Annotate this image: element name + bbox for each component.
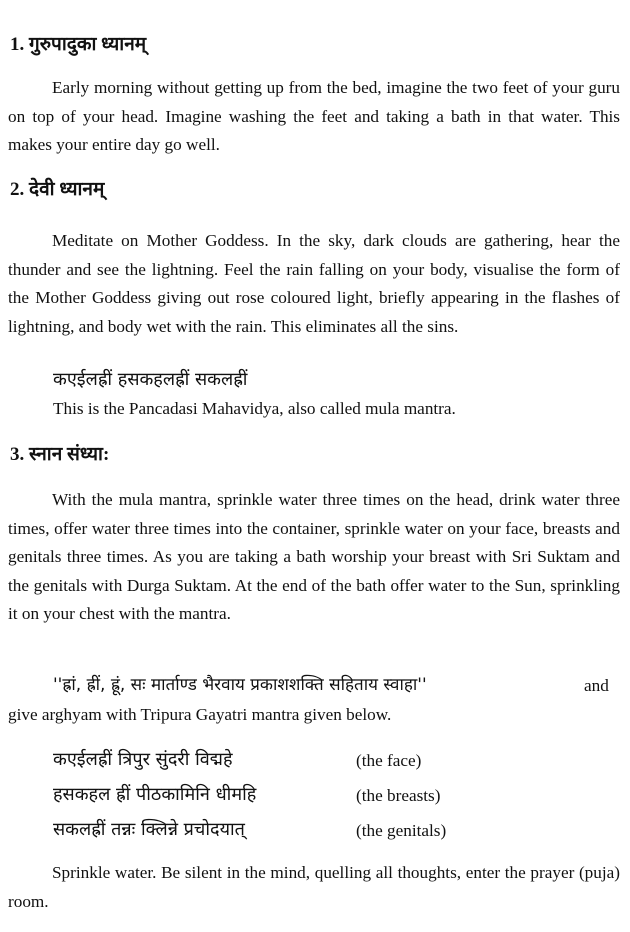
section-2-heading: 2. देवी ध्यानम्	[10, 179, 105, 200]
mula-mantra-note: This is the Pancadasi Mahavidya, also called mula mantra.	[53, 399, 456, 418]
pancadasi-mantra: कएईलह्रीं हसकहलह्रीं सकलह्रीं	[53, 369, 248, 390]
gayatri-mantra: हसकहल ह्रीं पीठकामिनि धीमहि	[53, 784, 257, 805]
arghyam-instruction: give arghyam with Tripura Gayatri mantra given below.	[8, 705, 392, 724]
section-3-heading: 3. स्नान संध्या:	[10, 444, 110, 465]
section-1-heading: 1. गुरुपादुका ध्यानम्	[10, 34, 147, 55]
section-2-paragraph: Meditate on Mother Goddess. In the sky, dark clouds are gathering, hear the thunder and see the lightning. Feel the rain falling on your body, visualise the form of the Mother Goddess giving out rose coloured light, briefly appearing in the flashes of lightning, and body wet with the rain. This eliminates all the sins.	[8, 231, 620, 336]
gayatri-row	[53, 747, 613, 777]
gayatri-gloss: (the face)	[356, 751, 422, 770]
gayatri-row	[53, 817, 613, 847]
section-3-paragraph: With the mula mantra, sprinkle water three times on the head, drink water three times, offer water three times into the container, sprinkle water on your face, breasts and genitals three times. As you are taking a bath worship your breast with Sri Suktam and the genitals with Durga Suktam. At the end of the bath offer water to the Sun, sprinkling it on your chest with the mantra.	[8, 490, 620, 623]
section-1-paragraph: Early morning without getting up from the bed, imagine the two feet of your guru on top of your head. Imagine washing the feet and taking a bath in that water. This makes your entire day go well.	[8, 78, 620, 154]
gayatri-mantra: कएईलह्रीं त्रिपुर सुंदरी विद्महे	[53, 749, 233, 770]
surya-mantra: ''ह्रां, ह्रीं, ह्रूं, सः मार्ताण्ड भैरवाय प्रकाशशक्ति सहिताय स्वाहा''	[53, 675, 427, 695]
gayatri-mantra: सकलह्रीं तन्नः क्लिन्ने प्रचोदयात्	[53, 819, 245, 840]
surya-mantra-line	[53, 672, 618, 700]
gayatri-gloss: (the genitals)	[356, 821, 447, 840]
surya-mantra-tail: and	[584, 676, 609, 695]
gayatri-gloss: (the breasts)	[356, 786, 441, 805]
closing-paragraph: Sprinkle water. Be silent in the mind, quelling all thoughts, enter the prayer (puja) room.	[8, 863, 620, 911]
gayatri-row	[53, 782, 613, 812]
